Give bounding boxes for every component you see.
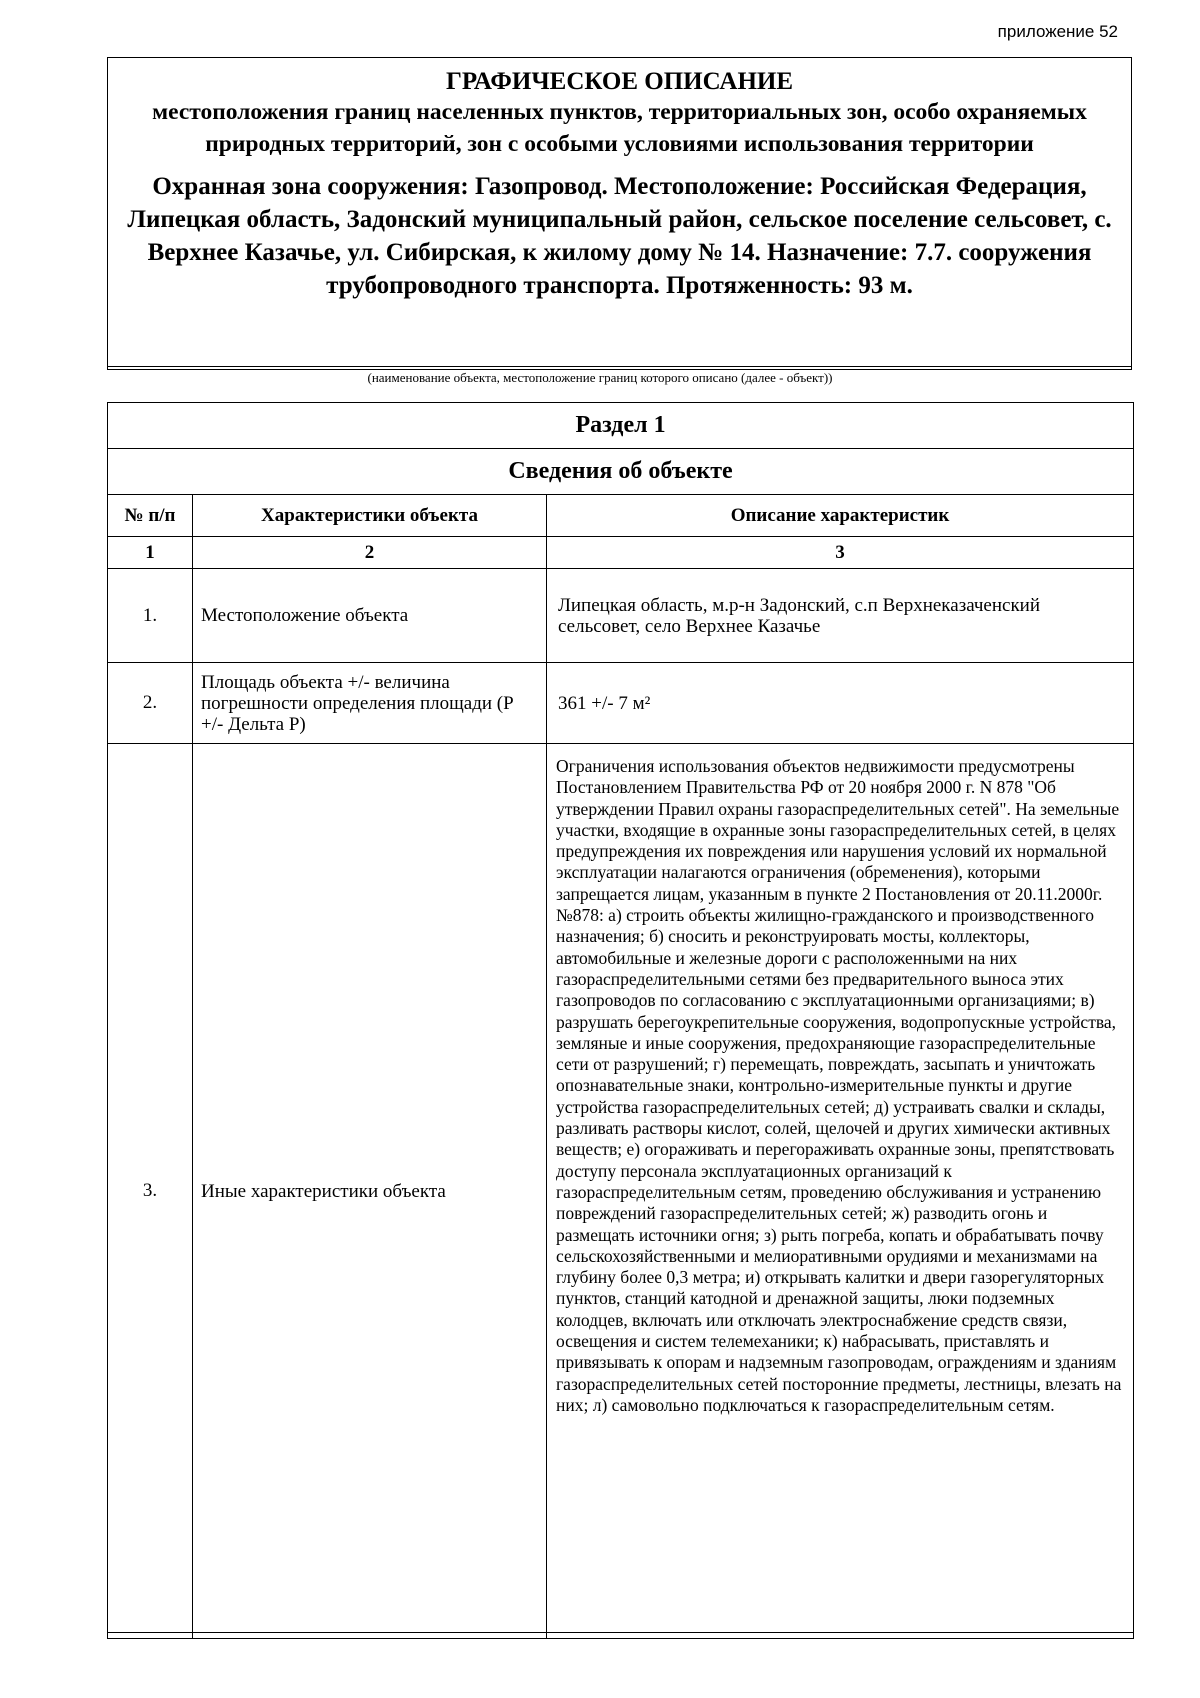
column-number: 1 [108, 537, 193, 569]
row-characteristic: Иные характеристики объекта [193, 744, 547, 1639]
row-description: Ограничения использования объектов недвижимости предусмотрены Постановлением Правительства РФ от 20 ноября 2000 г. N 878 "Об утверждении Правил охраны газораспределительных сетей". На земельные участки, входящие в охранные зоны газораспределительных сетей, в целях предупреждения их повреждения или нарушения условий их нормальной эксплуатации налагаются ограничения (обременения), которыми запрещается лицам, указанным в пункте 2 Постановления от 20.11.2000г. №878: а) строить объекты жилищно-гражданского и производственного назначения; б) сносить и реконструировать мосты, коллекторы, автомобильные и железные дороги с расположенными на них газораспределительными сетями без предварительного выноса этих газопроводов по согласованию с эксплуатационными организациями; в) разрушать берегоукрепительные сооружения, водопропускные устройства, земляные и иные сооружения, предохраняющие газораспределительные сети от разрушений; г) перемещать, повреждать, засыпать и уничтожать опознавательные знаки, контрольно-измерительные пункты и другие устройства газораспределительных сетей; д) устраивать свалки и склады, разливать растворы кислот, солей, щелочей и других химически активных веществ; е) огораживать и перегораживать охранные зоны, препятствовать доступу персонала эксплуатационных организаций к газораспределительным сетям, проведению обслуживания и устранению повреждений газораспределительных сетей; ж) разводить огонь и размещать источники огня; з) рыть погреба, копать и обрабатывать почву сельскохозяйственными и мелиоративными орудиями и механизмами на глубину более 0,3 метра; и) открывать калитки и двери газорегуляторных пунктов, станций катодной и дренажной защиты, люки подземных колодцев, включать или отключать электроснабжение средств связи, освещения и систем телемеханики; к) набрасывать, приставлять и привязывать к опорам и надземным газопроводам, ограждениям и зданиям газораспределительных сетей посторонние предметы, лестницы, влезать на них; л) самовольно подключаться к газораспределительным сетям. [547, 744, 1134, 1639]
document-header [107, 57, 1132, 370]
object-info-table [107, 402, 1134, 1639]
document-title: ГРАФИЧЕСКОЕ ОПИСАНИЕ [445, 68, 794, 95]
column-number: 3 [547, 537, 1134, 569]
row-number: 2. [108, 663, 193, 744]
row-number: 3. [108, 744, 193, 1639]
object-name-caption: (наименование объекта, местоположение границ которого описано (далее - объект)) [367, 370, 833, 385]
appendix-label: приложение 52 [997, 22, 1118, 41]
table-header-row [108, 495, 1134, 537]
header-characteristic: Характеристики объекта [193, 495, 547, 537]
row-number: 1. [108, 569, 193, 663]
section-title: Раздел 1 [108, 403, 1134, 449]
object-name: Охранная зона сооружения: Газопровод. Местоположение: Российская Федерация, Липецкая область, Задонский муниципальный район, сельское поселение сельсовет, с. Верхнее Казачье, ул. Сибирская, к жилому дому № 14. Назначение: 7.7. сооружения трубопроводного транспорта. Протяженность: 93 м. [127, 173, 1112, 299]
table-bottom-rule [107, 1632, 1133, 1633]
row-characteristic: Площадь объекта +/- величина погрешности определения площади (Р +/- Дельта Р) [193, 663, 547, 744]
document-subtitle: местоположения границ населенных пунктов, территориальных зон, особо охраняемых природных территорий, зон с особыми условиями использования территории [152, 99, 1087, 157]
header-description: Описание характеристик [547, 495, 1134, 537]
table-row [108, 663, 1134, 744]
section-title-row [108, 403, 1134, 449]
table-row [108, 569, 1134, 663]
section-subtitle: Сведения об объекте [108, 449, 1134, 495]
row-description: Липецкая область, м.р-н Задонский, с.п Верхнеказаченский сельсовет, село Верхнее Казачье [547, 569, 1134, 663]
header-number: № п/п [108, 495, 193, 537]
row-characteristic: Местоположение объекта [193, 569, 547, 663]
column-number-row [108, 537, 1134, 569]
column-number: 2 [193, 537, 547, 569]
row-description: 361 +/- 7 м² [547, 663, 1134, 744]
table-row [108, 744, 1134, 1639]
section-subtitle-row [108, 449, 1134, 495]
